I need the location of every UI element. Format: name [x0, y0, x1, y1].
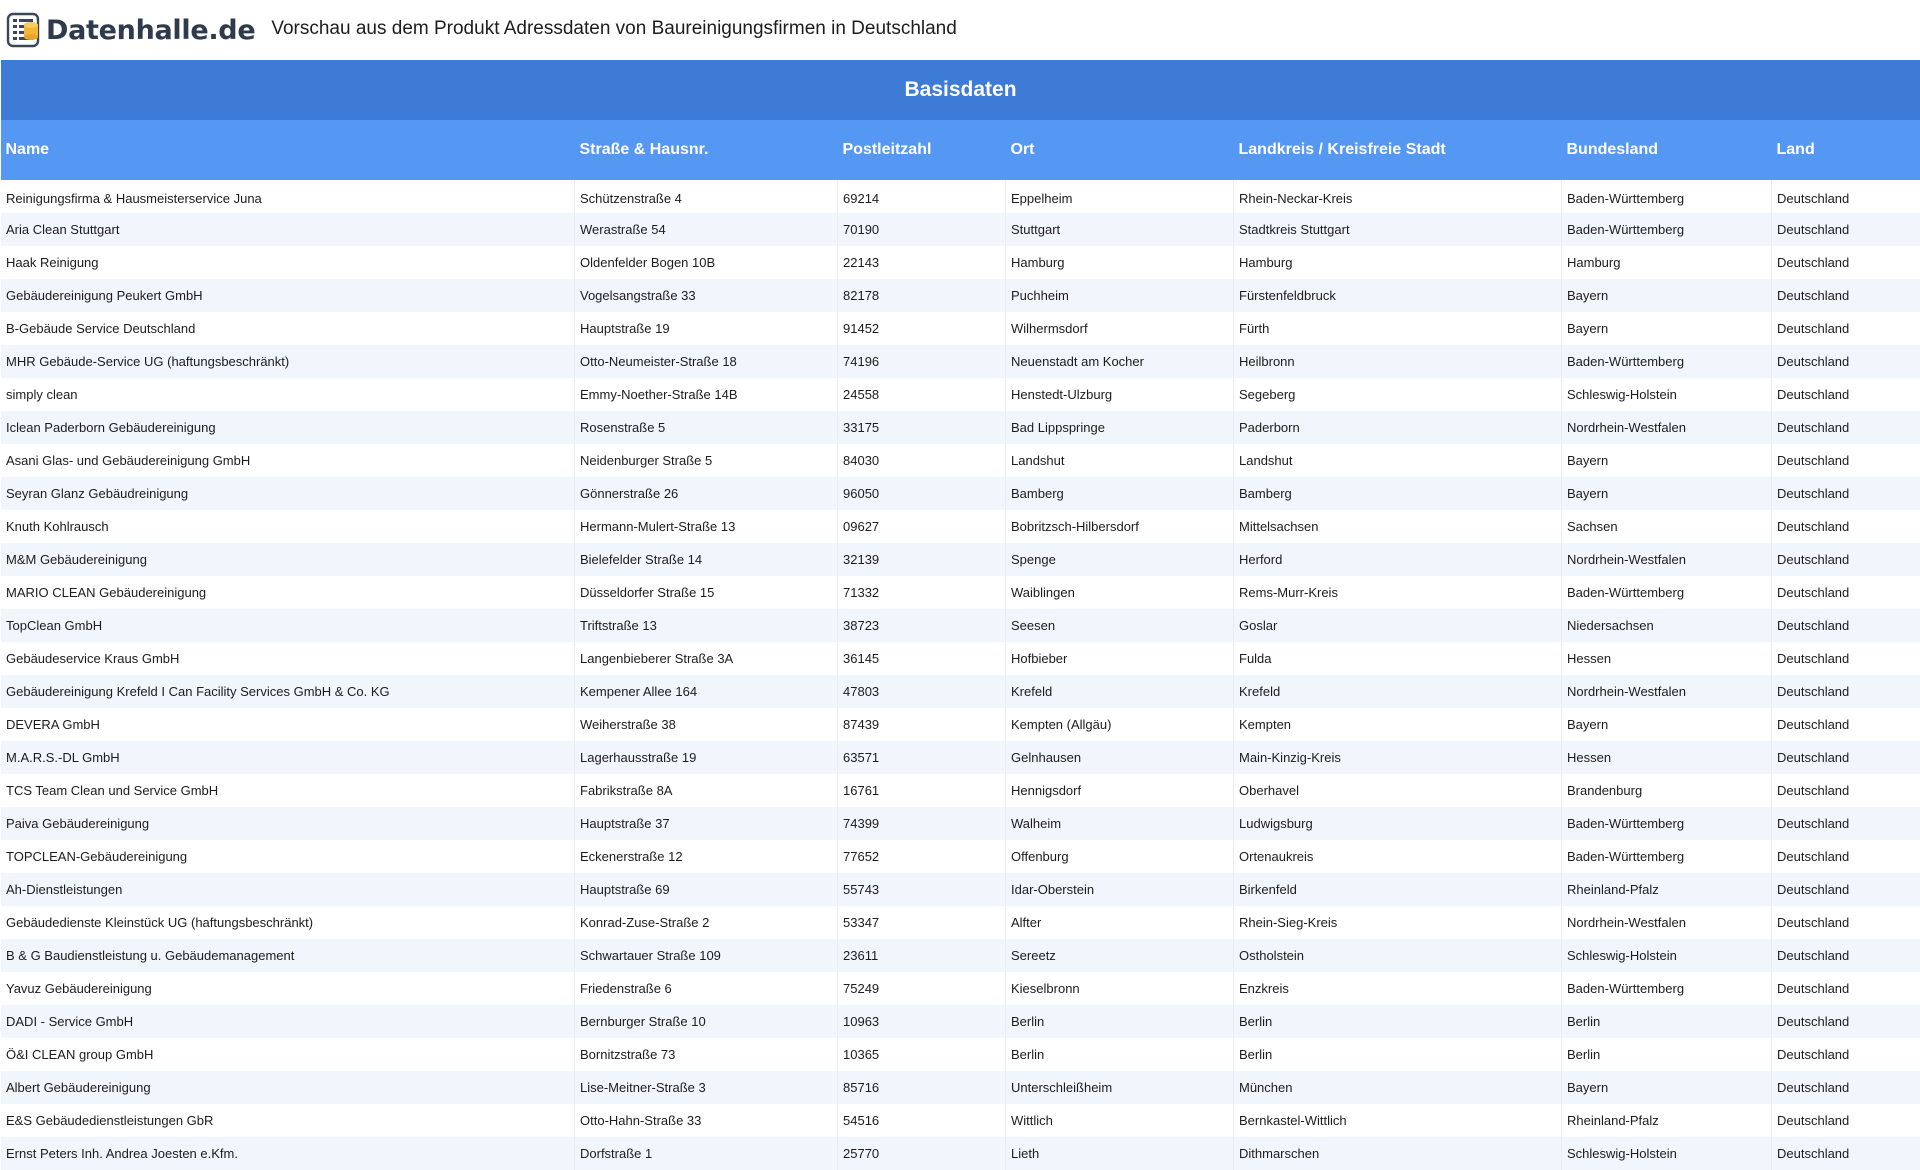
cell-street: Schützenstraße 4	[575, 180, 838, 213]
cell-postal-code: 91452	[838, 312, 1006, 345]
cell-state: Brandenburg	[1562, 774, 1772, 807]
cell-name: DEVERA GmbH	[1, 708, 575, 741]
cell-country: Deutschland	[1772, 873, 1920, 906]
table-row[interactable]	[1, 213, 1920, 246]
cell-street: Bornitzstraße 73	[575, 1038, 838, 1071]
table-row[interactable]	[1, 1137, 1920, 1170]
cell-postal-code: 33175	[838, 411, 1006, 444]
cell-postal-code: 55743	[838, 873, 1006, 906]
cell-postal-code: 77652	[838, 840, 1006, 873]
cell-state: Bayern	[1562, 312, 1772, 345]
cell-state: Berlin	[1562, 1038, 1772, 1071]
cell-name: Gebäudeservice Kraus GmbH	[1, 642, 575, 675]
cell-city: Bad Lippspringe	[1006, 411, 1234, 444]
cell-city: Sereetz	[1006, 939, 1234, 972]
cell-street: Konrad-Zuse-Straße 2	[575, 906, 838, 939]
cell-country: Deutschland	[1772, 840, 1920, 873]
column-header-row	[1, 120, 1920, 180]
cell-district: Berlin	[1234, 1005, 1562, 1038]
table-row[interactable]	[1, 708, 1920, 741]
cell-state: Hamburg	[1562, 246, 1772, 279]
cell-district: Segeberg	[1234, 378, 1562, 411]
cell-country: Deutschland	[1772, 312, 1920, 345]
cell-city: Bobritzsch-Hilbersdorf	[1006, 510, 1234, 543]
cell-postal-code: 74196	[838, 345, 1006, 378]
cell-city: Hamburg	[1006, 246, 1234, 279]
cell-name: MARIO CLEAN Gebäudereinigung	[1, 576, 575, 609]
table-row[interactable]	[1, 444, 1920, 477]
cell-state: Berlin	[1562, 1005, 1772, 1038]
cell-state: Sachsen	[1562, 510, 1772, 543]
cell-district: Ludwigsburg	[1234, 807, 1562, 840]
cell-country: Deutschland	[1772, 642, 1920, 675]
table-row[interactable]	[1, 477, 1920, 510]
cell-name: Gebäudedienste Kleinstück UG (haftungsbeschränkt)	[1, 906, 575, 939]
cell-district: Bamberg	[1234, 477, 1562, 510]
cell-district: Mittelsachsen	[1234, 510, 1562, 543]
cell-city: Alfter	[1006, 906, 1234, 939]
cell-city: Walheim	[1006, 807, 1234, 840]
cell-city: Waiblingen	[1006, 576, 1234, 609]
table-row[interactable]	[1, 873, 1920, 906]
cell-street: Langenbieberer Straße 3A	[575, 642, 838, 675]
cell-country: Deutschland	[1772, 576, 1920, 609]
cell-name: Gebäudereinigung Peukert GmbH	[1, 279, 575, 312]
table-row[interactable]	[1, 972, 1920, 1005]
cell-street: Hauptstraße 19	[575, 312, 838, 345]
cell-street: Hauptstraße 37	[575, 807, 838, 840]
cell-postal-code: 53347	[838, 906, 1006, 939]
cell-state: Bayern	[1562, 279, 1772, 312]
cell-district: Goslar	[1234, 609, 1562, 642]
cell-district: Krefeld	[1234, 675, 1562, 708]
cell-street: Vogelsangstraße 33	[575, 279, 838, 312]
cell-postal-code: 54516	[838, 1104, 1006, 1137]
cell-street: Neidenburger Straße 5	[575, 444, 838, 477]
cell-name: Asani Glas- und Gebäudereinigung GmbH	[1, 444, 575, 477]
cell-country: Deutschland	[1772, 807, 1920, 840]
cell-city: Landshut	[1006, 444, 1234, 477]
cell-state: Nordrhein-Westfalen	[1562, 906, 1772, 939]
cell-postal-code: 10963	[838, 1005, 1006, 1038]
table-row[interactable]	[1, 1005, 1920, 1038]
table-row[interactable]	[1, 1071, 1920, 1104]
cell-district: Ostholstein	[1234, 939, 1562, 972]
cell-state: Hessen	[1562, 642, 1772, 675]
section-title: Basisdaten	[1, 60, 1920, 120]
cell-district: Rhein-Sieg-Kreis	[1234, 906, 1562, 939]
cell-street: Hermann-Mulert-Straße 13	[575, 510, 838, 543]
cell-city: Krefeld	[1006, 675, 1234, 708]
cell-district: Hamburg	[1234, 246, 1562, 279]
table-row[interactable]	[1, 1104, 1920, 1137]
cell-postal-code: 70190	[838, 213, 1006, 246]
cell-name: simply clean	[1, 378, 575, 411]
cell-country: Deutschland	[1772, 774, 1920, 807]
table-row[interactable]	[1, 510, 1920, 543]
cell-district: Berlin	[1234, 1038, 1562, 1071]
cell-country: Deutschland	[1772, 378, 1920, 411]
cell-name: TOPCLEAN-Gebäudereinigung	[1, 840, 575, 873]
cell-postal-code: 25770	[838, 1137, 1006, 1170]
cell-postal-code: 36145	[838, 642, 1006, 675]
table-row[interactable]	[1, 345, 1920, 378]
cell-state: Nordrhein-Westfalen	[1562, 675, 1772, 708]
cell-state: Nordrhein-Westfalen	[1562, 411, 1772, 444]
cell-name: M.A.R.S.-DL GmbH	[1, 741, 575, 774]
cell-state: Schleswig-Holstein	[1562, 378, 1772, 411]
cell-city: Wilhermsdorf	[1006, 312, 1234, 345]
cell-country: Deutschland	[1772, 741, 1920, 774]
cell-street: Otto-Hahn-Straße 33	[575, 1104, 838, 1137]
cell-street: Schwartauer Straße 109	[575, 939, 838, 972]
cell-name: B-Gebäude Service Deutschland	[1, 312, 575, 345]
cell-street: Lagerhausstraße 19	[575, 741, 838, 774]
cell-country: Deutschland	[1772, 1137, 1920, 1170]
cell-country: Deutschland	[1772, 510, 1920, 543]
cell-district: Dithmarschen	[1234, 1137, 1562, 1170]
cell-name: Seyran Glanz Gebäudreinigung	[1, 477, 575, 510]
cell-district: Heilbronn	[1234, 345, 1562, 378]
cell-postal-code: 63571	[838, 741, 1006, 774]
cell-street: Eckenerstraße 12	[575, 840, 838, 873]
cell-country: Deutschland	[1772, 906, 1920, 939]
cell-country: Deutschland	[1772, 477, 1920, 510]
cell-district: Ortenaukreis	[1234, 840, 1562, 873]
cell-street: Dorfstraße 1	[575, 1137, 838, 1170]
cell-name: Knuth Kohlrausch	[1, 510, 575, 543]
cell-street: Werastraße 54	[575, 213, 838, 246]
table-row[interactable]	[1, 939, 1920, 972]
column-header-state[interactable]: Bundesland	[1562, 120, 1772, 180]
cell-state: Bayern	[1562, 477, 1772, 510]
table-row[interactable]	[1, 378, 1920, 411]
cell-name: E&S Gebäudedienstleistungen GbR	[1, 1104, 575, 1137]
cell-city: Offenburg	[1006, 840, 1234, 873]
cell-district: Fürstenfeldbruck	[1234, 279, 1562, 312]
cell-district: Main-Kinzig-Kreis	[1234, 741, 1562, 774]
table-row[interactable]	[1, 279, 1920, 312]
cell-city: Puchheim	[1006, 279, 1234, 312]
cell-city: Seesen	[1006, 609, 1234, 642]
cell-state: Baden-Württemberg	[1562, 213, 1772, 246]
cell-district: Landshut	[1234, 444, 1562, 477]
cell-street: Kempener Allee 164	[575, 675, 838, 708]
cell-country: Deutschland	[1772, 411, 1920, 444]
cell-district: Fürth	[1234, 312, 1562, 345]
cell-district: Oberhavel	[1234, 774, 1562, 807]
section-header-row	[1, 60, 1920, 120]
table-row[interactable]	[1, 576, 1920, 609]
cell-postal-code: 22143	[838, 246, 1006, 279]
cell-city: Kempten (Allgäu)	[1006, 708, 1234, 741]
table-row[interactable]	[1, 180, 1920, 213]
cell-postal-code: 85716	[838, 1071, 1006, 1104]
cell-street: Gönnerstraße 26	[575, 477, 838, 510]
cell-state: Schleswig-Holstein	[1562, 1137, 1772, 1170]
cell-postal-code: 75249	[838, 972, 1006, 1005]
cell-name: M&M Gebäudereinigung	[1, 543, 575, 576]
cell-district: Enzkreis	[1234, 972, 1562, 1005]
cell-country: Deutschland	[1772, 675, 1920, 708]
cell-street: Triftstraße 13	[575, 609, 838, 642]
cell-city: Idar-Oberstein	[1006, 873, 1234, 906]
cell-state: Baden-Württemberg	[1562, 972, 1772, 1005]
cell-name: Albert Gebäudereinigung	[1, 1071, 575, 1104]
column-header-name[interactable]: Name	[1, 120, 575, 180]
table-body	[1, 180, 1920, 1170]
cell-street: Fabrikstraße 8A	[575, 774, 838, 807]
cell-name: Aria Clean Stuttgart	[1, 213, 575, 246]
cell-name: Ö&I CLEAN group GmbH	[1, 1038, 575, 1071]
table-row[interactable]	[1, 807, 1920, 840]
cell-district: Rems-Murr-Kreis	[1234, 576, 1562, 609]
cell-city: Berlin	[1006, 1038, 1234, 1071]
table-row[interactable]	[1, 675, 1920, 708]
cell-name: DADI - Service GmbH	[1, 1005, 575, 1038]
column-header-city[interactable]: Ort	[1006, 120, 1234, 180]
cell-street: Düsseldorfer Straße 15	[575, 576, 838, 609]
cell-postal-code: 96050	[838, 477, 1006, 510]
cell-country: Deutschland	[1772, 180, 1920, 213]
cell-state: Baden-Württemberg	[1562, 840, 1772, 873]
cell-city: Hennigsdorf	[1006, 774, 1234, 807]
cell-postal-code: 74399	[838, 807, 1006, 840]
cell-city: Eppelheim	[1006, 180, 1234, 213]
cell-city: Hofbieber	[1006, 642, 1234, 675]
cell-country: Deutschland	[1772, 444, 1920, 477]
cell-postal-code: 10365	[838, 1038, 1006, 1071]
cell-name: Reinigungsfirma & Hausmeisterservice Juna	[1, 180, 575, 213]
cell-district: Rhein-Neckar-Kreis	[1234, 180, 1562, 213]
cell-name: Gebäudereinigung Krefeld I Can Facility Services GmbH & Co. KG	[1, 675, 575, 708]
cell-street: Rosenstraße 5	[575, 411, 838, 444]
table-row[interactable]	[1, 840, 1920, 873]
cell-name: MHR Gebäude-Service UG (haftungsbeschränkt)	[1, 345, 575, 378]
cell-city: Lieth	[1006, 1137, 1234, 1170]
cell-country: Deutschland	[1772, 1104, 1920, 1137]
cell-country: Deutschland	[1772, 1005, 1920, 1038]
cell-state: Rheinland-Pfalz	[1562, 1104, 1772, 1137]
column-header-district[interactable]: Landkreis / Kreisfreie Stadt	[1234, 120, 1562, 180]
cell-country: Deutschland	[1772, 213, 1920, 246]
database-logo-icon	[6, 12, 40, 48]
cell-name: TopClean GmbH	[1, 609, 575, 642]
cell-postal-code: 32139	[838, 543, 1006, 576]
cell-street: Hauptstraße 69	[575, 873, 838, 906]
table-row[interactable]	[1, 741, 1920, 774]
cell-state: Baden-Württemberg	[1562, 345, 1772, 378]
page-title: Vorschau aus dem Produkt Adressdaten von Baureinigungsfirmen in Deutschland	[271, 18, 957, 39]
cell-name: Yavuz Gebäudereinigung	[1, 972, 575, 1005]
cell-street: Oldenfelder Bogen 10B	[575, 246, 838, 279]
cell-city: Spenge	[1006, 543, 1234, 576]
cell-postal-code: 23611	[838, 939, 1006, 972]
cell-country: Deutschland	[1772, 1071, 1920, 1104]
top-bar	[0, 0, 1920, 60]
table-row[interactable]	[1, 642, 1920, 675]
cell-country: Deutschland	[1772, 708, 1920, 741]
cell-state: Schleswig-Holstein	[1562, 939, 1772, 972]
cell-postal-code: 09627	[838, 510, 1006, 543]
cell-country: Deutschland	[1772, 279, 1920, 312]
cell-postal-code: 82178	[838, 279, 1006, 312]
cell-district: Herford	[1234, 543, 1562, 576]
cell-state: Baden-Württemberg	[1562, 807, 1772, 840]
cell-city: Unterschleißheim	[1006, 1071, 1234, 1104]
cell-postal-code: 24558	[838, 378, 1006, 411]
data-table	[0, 60, 1920, 1170]
cell-state: Hessen	[1562, 741, 1772, 774]
cell-street: Otto-Neumeister-Straße 18	[575, 345, 838, 378]
table-row[interactable]	[1, 774, 1920, 807]
cell-city: Kieselbronn	[1006, 972, 1234, 1005]
cell-city: Wittlich	[1006, 1104, 1234, 1137]
cell-city: Neuenstadt am Kocher	[1006, 345, 1234, 378]
cell-postal-code: 47803	[838, 675, 1006, 708]
cell-postal-code: 87439	[838, 708, 1006, 741]
cell-name: Haak Reinigung	[1, 246, 575, 279]
cell-city: Henstedt-Ulzburg	[1006, 378, 1234, 411]
cell-state: Bayern	[1562, 1071, 1772, 1104]
cell-city: Bamberg	[1006, 477, 1234, 510]
cell-postal-code: 38723	[838, 609, 1006, 642]
cell-name: Paiva Gebäudereinigung	[1, 807, 575, 840]
table-row[interactable]	[1, 312, 1920, 345]
cell-country: Deutschland	[1772, 972, 1920, 1005]
table-row[interactable]	[1, 411, 1920, 444]
cell-city: Gelnhausen	[1006, 741, 1234, 774]
cell-district: München	[1234, 1071, 1562, 1104]
cell-state: Rheinland-Pfalz	[1562, 873, 1772, 906]
column-header-country[interactable]: Land	[1772, 120, 1920, 180]
cell-city: Stuttgart	[1006, 213, 1234, 246]
cell-street: Weiherstraße 38	[575, 708, 838, 741]
cell-district: Fulda	[1234, 642, 1562, 675]
cell-postal-code: 84030	[838, 444, 1006, 477]
cell-name: Iclean Paderborn Gebäudereinigung	[1, 411, 575, 444]
cell-state: Bayern	[1562, 708, 1772, 741]
cell-state: Niedersachsen	[1562, 609, 1772, 642]
cell-street: Friedenstraße 6	[575, 972, 838, 1005]
cell-state: Baden-Württemberg	[1562, 576, 1772, 609]
cell-postal-code: 71332	[838, 576, 1006, 609]
table-row[interactable]	[1, 543, 1920, 576]
cell-name: TCS Team Clean und Service GmbH	[1, 774, 575, 807]
cell-city: Berlin	[1006, 1005, 1234, 1038]
column-header-street[interactable]: Straße & Hausnr.	[575, 120, 838, 180]
data-table-container	[0, 60, 1920, 1170]
cell-district: Stadtkreis Stuttgart	[1234, 213, 1562, 246]
cell-postal-code: 16761	[838, 774, 1006, 807]
cell-street: Lise-Meitner-Straße 3	[575, 1071, 838, 1104]
cell-district: Paderborn	[1234, 411, 1562, 444]
cell-state: Baden-Württemberg	[1562, 180, 1772, 213]
cell-postal-code: 69214	[838, 180, 1006, 213]
cell-district: Bernkastel-Wittlich	[1234, 1104, 1562, 1137]
table-row[interactable]	[1, 609, 1920, 642]
cell-name: Ah-Dienstleistungen	[1, 873, 575, 906]
table-row[interactable]	[1, 1038, 1920, 1071]
cell-street: Emmy-Noether-Straße 14B	[575, 378, 838, 411]
cell-country: Deutschland	[1772, 939, 1920, 972]
logo-text: Datenhalle.de	[46, 14, 256, 46]
cell-name: B & G Baudienstleistung u. Gebäudemanagement	[1, 939, 575, 972]
cell-district: Birkenfeld	[1234, 873, 1562, 906]
cell-country: Deutschland	[1772, 1038, 1920, 1071]
cell-state: Bayern	[1562, 444, 1772, 477]
cell-country: Deutschland	[1772, 543, 1920, 576]
cell-country: Deutschland	[1772, 345, 1920, 378]
cell-name: Ernst Peters Inh. Andrea Joesten e.Kfm.	[1, 1137, 575, 1170]
logo[interactable]	[6, 0, 255, 60]
table-row[interactable]	[1, 906, 1920, 939]
cell-state: Nordrhein-Westfalen	[1562, 543, 1772, 576]
cell-country: Deutschland	[1772, 246, 1920, 279]
column-header-postal-code[interactable]: Postleitzahl	[838, 120, 1006, 180]
cell-street: Bernburger Straße 10	[575, 1005, 838, 1038]
table-row[interactable]	[1, 246, 1920, 279]
cell-district: Kempten	[1234, 708, 1562, 741]
cell-street: Bielefelder Straße 14	[575, 543, 838, 576]
cell-country: Deutschland	[1772, 609, 1920, 642]
